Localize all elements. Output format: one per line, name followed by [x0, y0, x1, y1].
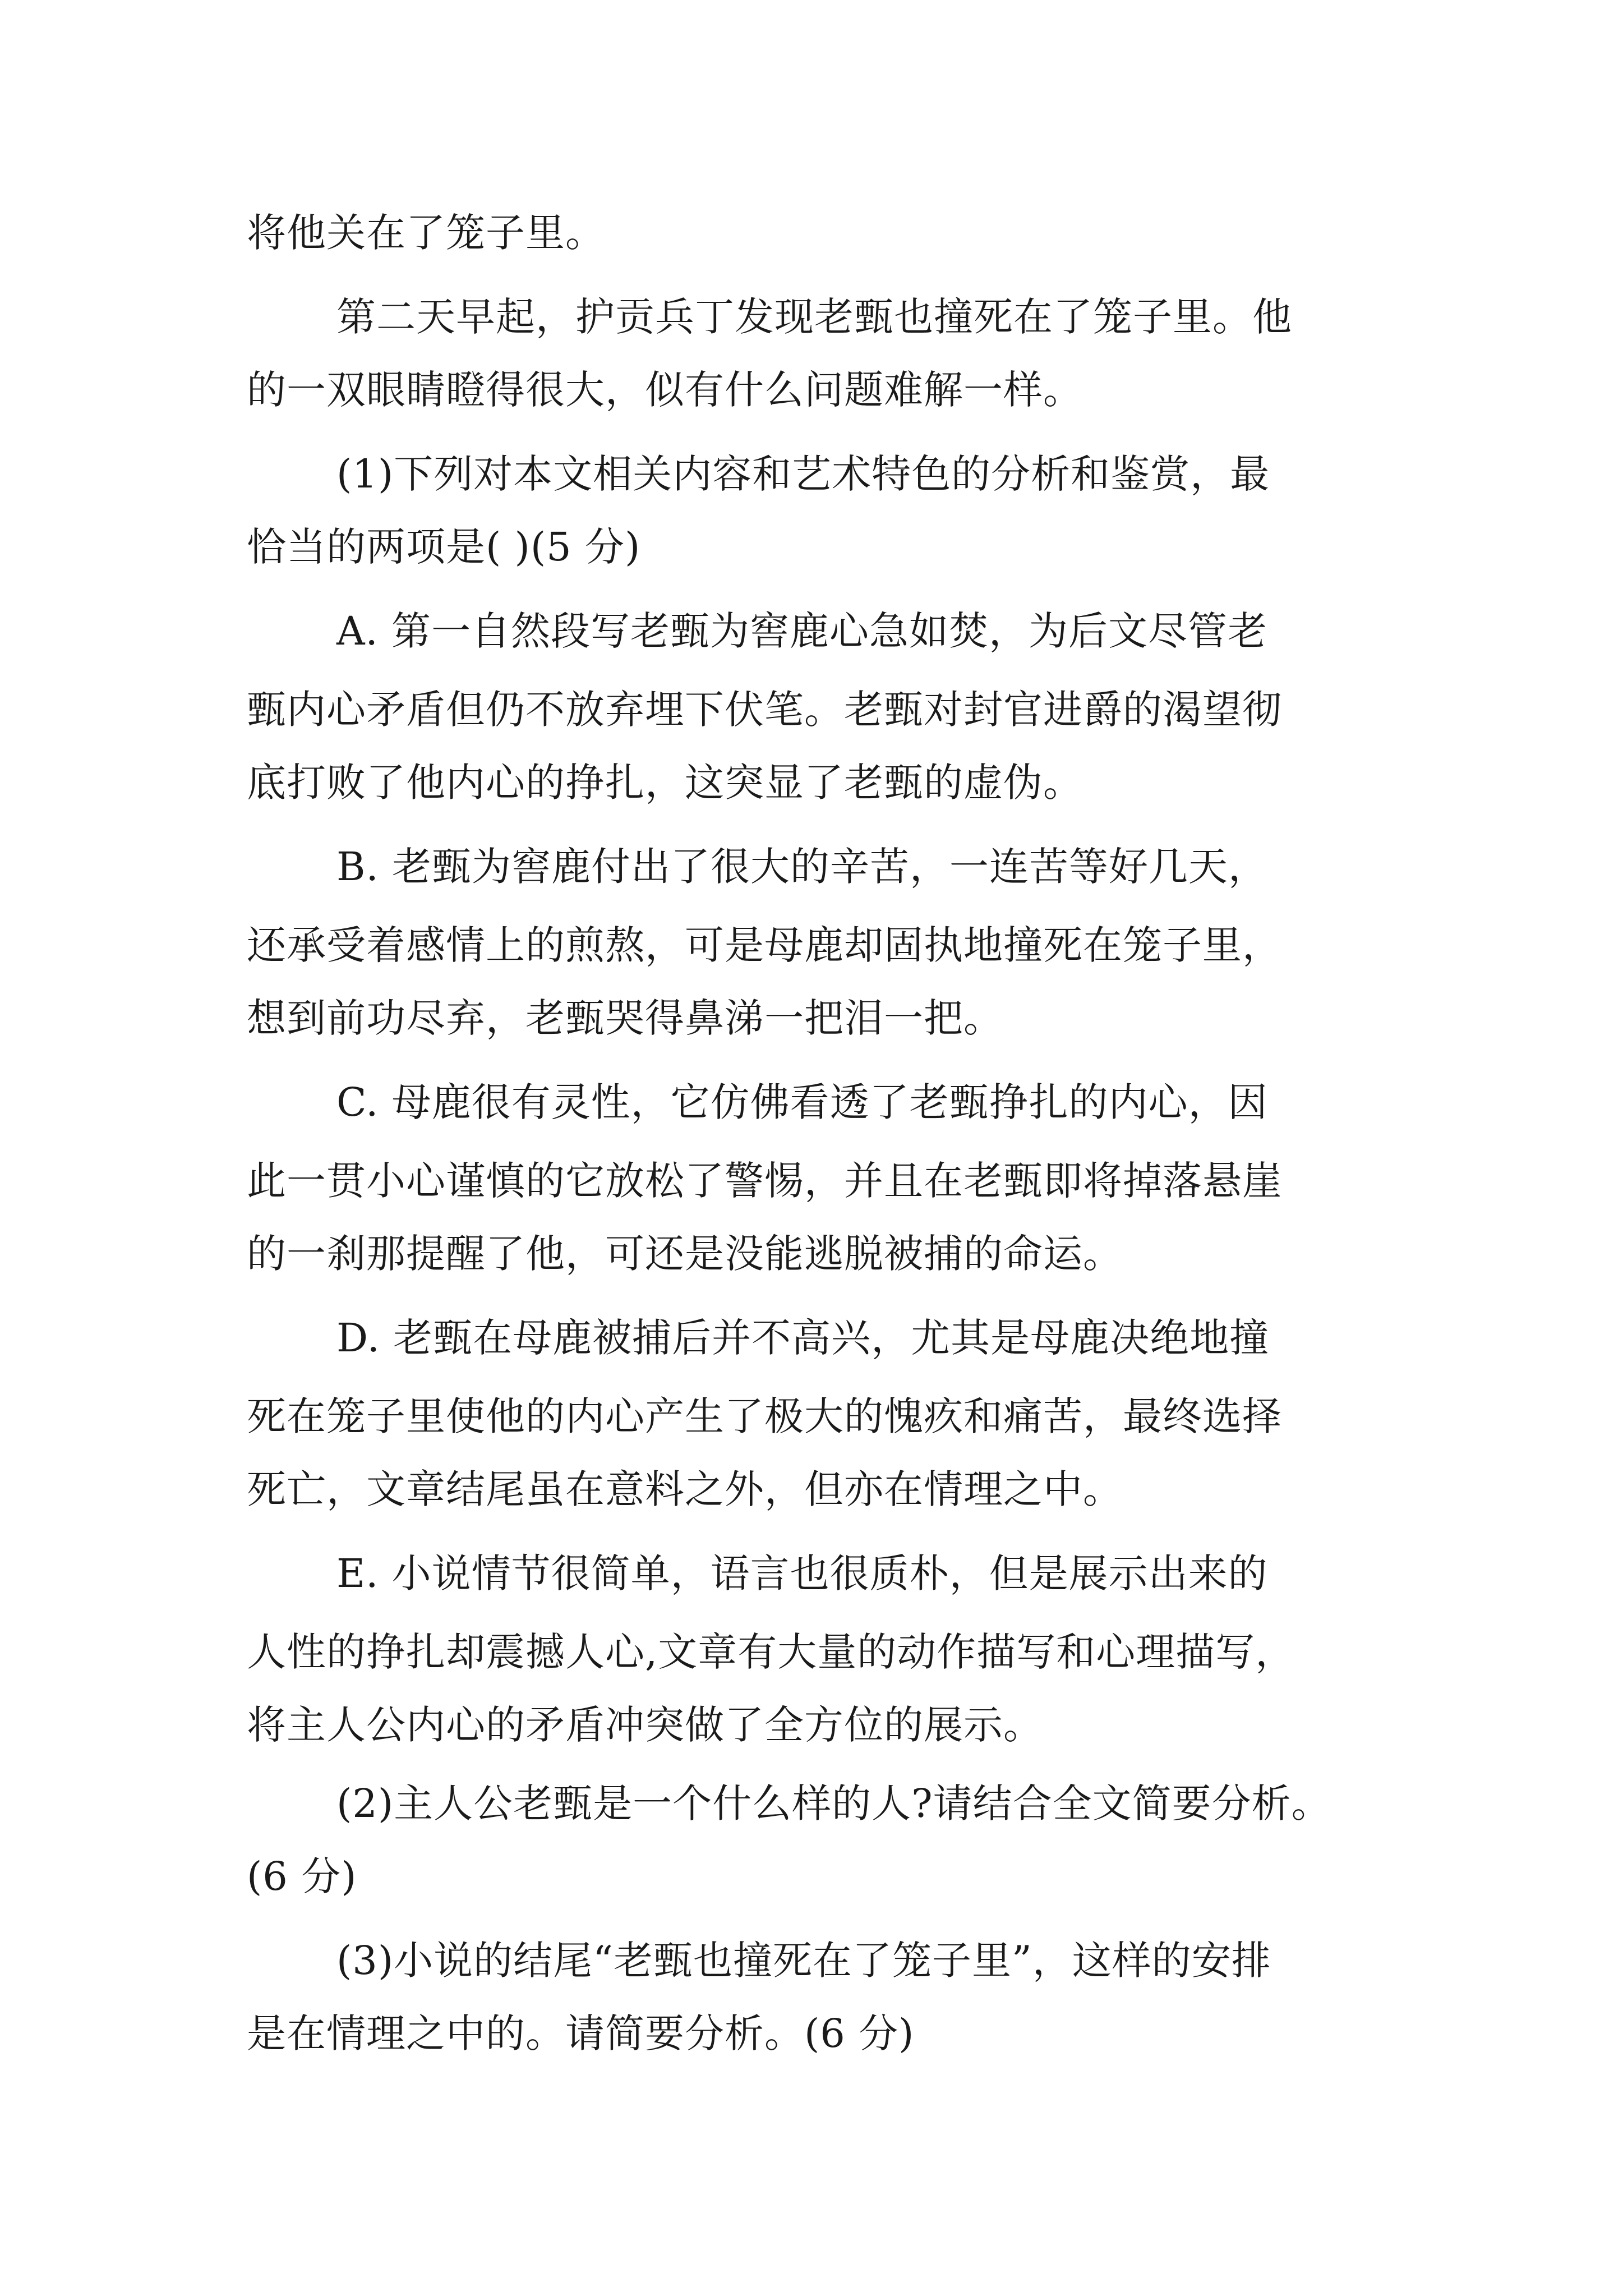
text-line: 想到前功尽弃，老甄哭得鼻涕一把泪一把。: [247, 995, 1003, 1041]
text-line: 死亡，文章结尾虽在意料之外，但亦在情理之中。: [247, 1466, 1123, 1512]
text-line: 甄内心矛盾但仍不放弃埋下伏笔。老甄对封官进爵的渴望彻: [247, 687, 1282, 733]
text-line: (6 分): [247, 1853, 357, 1899]
text-line: 人性的挣扎却震撼人心,文章有大量的动作描写和心理描写，: [247, 1629, 1295, 1675]
text-line: 此一贯小心谨慎的它放松了警惕，并且在老甄即将掉落悬崖: [247, 1158, 1282, 1204]
text-line: 还承受着感情上的煎熬，可是母鹿却固执地撞死在笼子里，: [247, 922, 1282, 968]
text-line: 的一双眼睛瞪得很大，似有什么问题难解一样。: [247, 367, 1083, 413]
text-line: 将主人公内心的矛盾冲突做了全方位的展示。: [247, 1702, 1043, 1748]
question-3-start: (3)小说的结尾“老甄也撞死在了笼子里”，这样的安排: [336, 1938, 1271, 1984]
option-c-start: C. 母鹿很有灵性，它仿佛看透了老甄挣扎的内心，因: [336, 1079, 1268, 1125]
text-line: 的一刹那提醒了他，可还是没能逃脱被捕的命运。: [247, 1231, 1123, 1277]
text-line: 是在情理之中的。请简要分析。(6 分): [247, 2010, 915, 2056]
option-a-start: A. 第一自然段写老甄为窖鹿心急如焚，为后文尽管老: [336, 608, 1268, 654]
text-line: 恰当的两项是( )(5 分): [247, 524, 641, 570]
text-line: 死在笼子里使他的内心产生了极大的愧疚和痛苦，最终选择: [247, 1393, 1282, 1439]
option-d-start: D. 老甄在母鹿被捕后并不高兴，尤其是母鹿决绝地撞: [336, 1315, 1270, 1361]
option-e-start: E. 小说情节很简单，语言也很质朴，但是展示出来的: [336, 1550, 1268, 1596]
text-line-continuation: 将他关在了笼子里。: [247, 210, 605, 256]
question-1-start: (1)下列对本文相关内容和艺术特色的分析和鉴赏，最: [336, 451, 1270, 497]
option-b-start: B. 老甄为窖鹿付出了很大的辛苦，一连苦等好几天，: [336, 844, 1268, 890]
text-line: 底打败了他内心的挣扎，这突显了老甄的虚伪。: [247, 760, 1083, 806]
paragraph-ending-start: 第二天早起，护贡兵丁发现老甄也撞死在了笼子里。他: [336, 294, 1292, 340]
question-2-start: (2)主人公老甄是一个什么样的人?请结合全文简要分析。: [336, 1780, 1331, 1826]
